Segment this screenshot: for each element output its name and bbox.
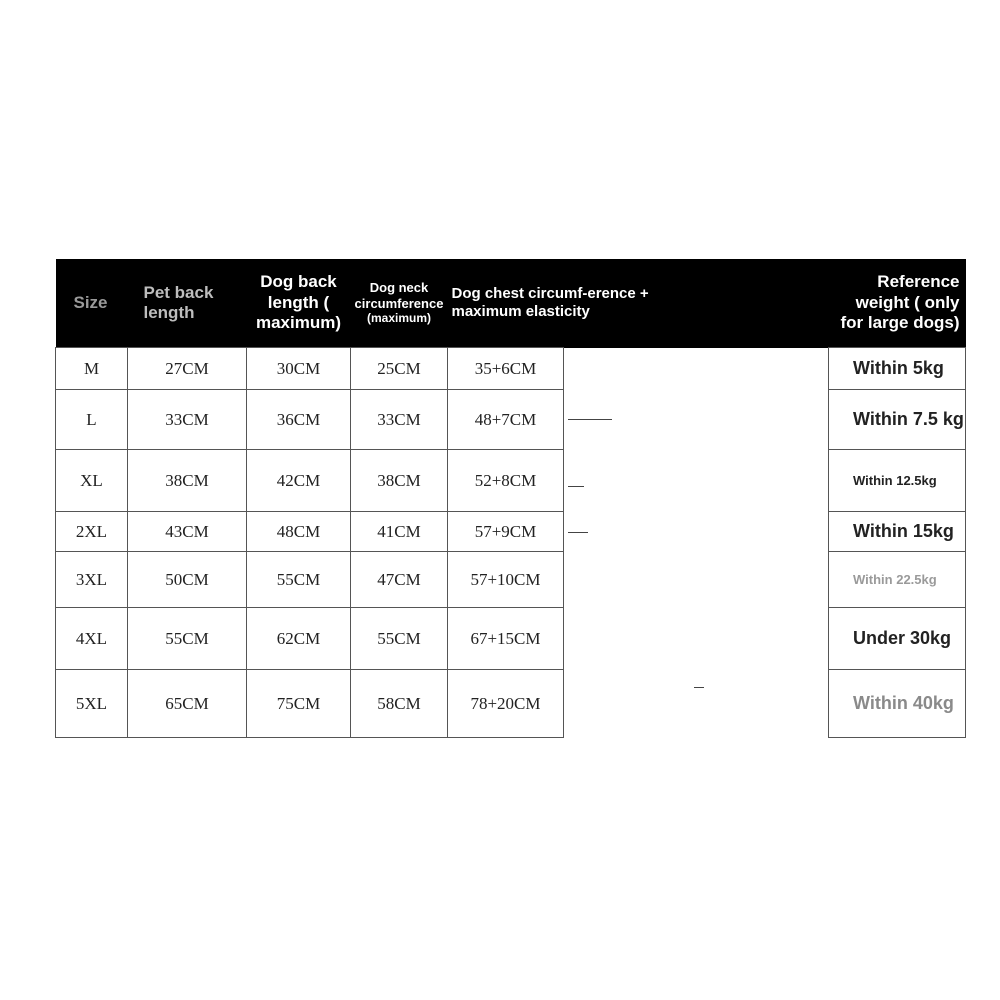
cell-chest: 52+8CM [448,450,564,512]
table-header-row [56,259,966,348]
cell-chest: 57+10CM [448,552,564,608]
cell-dog-back: 30CM [247,348,351,390]
cell-blank [564,552,829,608]
cell-size: M [56,348,128,390]
cell-neck: 55CM [351,608,448,670]
header-dog-neck-title: Dog neck circumference [354,280,444,311]
cell-weight: Within 40kg [829,670,966,738]
cell-weight: Within 22.5kg [829,552,966,608]
header-dog-neck [351,259,448,348]
cell-size: 2XL [56,512,128,552]
cell-dog-back: 42CM [247,450,351,512]
cell-weight: Within 15kg [829,512,966,552]
cell-blank [564,670,829,738]
header-dog-chest: Dog chest circumf-erence + maximum elasticity [448,259,829,348]
cell-size: 5XL [56,670,128,738]
cell-neck: 25CM [351,348,448,390]
cell-weight: Within 5kg [829,348,966,390]
table-row [56,512,966,552]
table-row [56,450,966,512]
cell-chest: 48+7CM [448,390,564,450]
cell-neck: 41CM [351,512,448,552]
cell-blank [564,512,829,552]
cell-size: XL [56,450,128,512]
header-dog-neck-subtitle: (maximum) [366,311,431,326]
header-reference-weight: Reference weight ( only for large dogs) [829,259,966,348]
cell-dog-back: 36CM [247,390,351,450]
cell-dog-back: 75CM [247,670,351,738]
cell-chest: 67+15CM [448,608,564,670]
cell-weight: Under 30kg [829,608,966,670]
artifact-dash [568,532,588,533]
cell-chest: 57+9CM [448,512,564,552]
cell-weight: Within 12.5kg [829,450,966,512]
cell-pet-back: 38CM [128,450,247,512]
cell-neck: 47CM [351,552,448,608]
cell-pet-back: 43CM [128,512,247,552]
header-dog-back-length: Dog back length ( maximum) [247,259,351,348]
artifact-dash [568,486,584,487]
cell-neck: 38CM [351,450,448,512]
header-pet-back-length: Pet back length [128,259,247,348]
table-row [56,390,966,450]
artifact-dash [568,419,612,420]
cell-neck: 58CM [351,670,448,738]
table-row [56,348,966,390]
cell-size: L [56,390,128,450]
cell-dog-back: 62CM [247,608,351,670]
table-row [56,552,966,608]
cell-chest: 35+6CM [448,348,564,390]
header-size: Size [56,259,128,348]
cell-blank [564,608,829,670]
cell-neck: 33CM [351,390,448,450]
cell-dog-back: 55CM [247,552,351,608]
cell-size: 4XL [56,608,128,670]
cell-pet-back: 65CM [128,670,247,738]
cell-blank [564,348,829,390]
cell-dog-back: 48CM [247,512,351,552]
size-chart-table [55,259,966,738]
cell-pet-back: 50CM [128,552,247,608]
table-row [56,608,966,670]
cell-pet-back: 33CM [128,390,247,450]
cell-blank [564,450,829,512]
table-row [56,670,966,738]
cell-pet-back: 27CM [128,348,247,390]
cell-pet-back: 55CM [128,608,247,670]
artifact-dash [694,687,704,688]
cell-chest: 78+20CM [448,670,564,738]
cell-weight: Within 7.5 kg [829,390,966,450]
cell-size: 3XL [56,552,128,608]
